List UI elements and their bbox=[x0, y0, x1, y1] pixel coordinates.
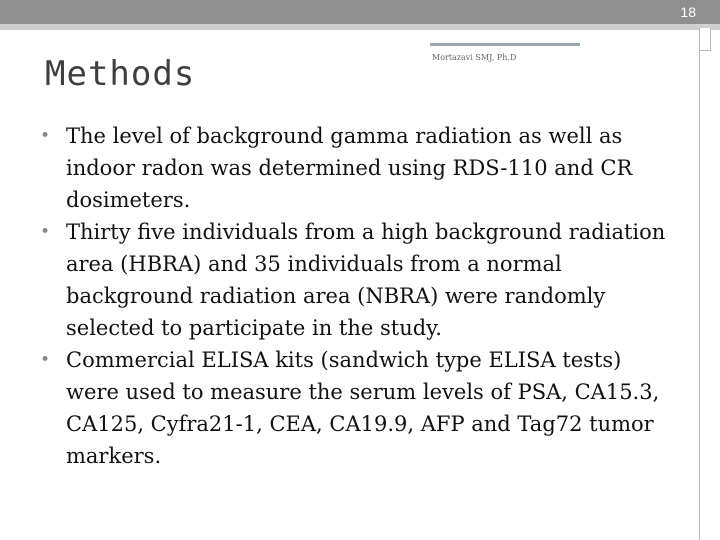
bullet-item bbox=[40, 344, 680, 472]
top-bar-shadow bbox=[0, 24, 720, 30]
page-number: 18 bbox=[680, 4, 696, 20]
slide-title: Methods bbox=[45, 54, 196, 94]
bullet-item bbox=[40, 120, 680, 216]
top-bar bbox=[0, 0, 720, 24]
bullet-icon: • bbox=[40, 126, 51, 146]
bullet-icon: • bbox=[40, 350, 51, 370]
bullet-text: Commercial ELISA kits (sandwich type ELISA tests) were used to measure the serum levels of PSA, CA15.3, CA125, Cyfra21-1, CEA, CA19.9, AFP and Tag72 tumor markers. bbox=[66, 348, 660, 468]
title-accent-line bbox=[430, 43, 580, 46]
bullet-text: The level of background gamma radiation as well as indoor radon was determined using RDS-110 and CR dosimeters. bbox=[66, 124, 633, 212]
right-border-rule bbox=[699, 28, 712, 540]
author-label: Mortazavi SMJ, Ph.D bbox=[432, 53, 517, 62]
bullet-item bbox=[40, 216, 680, 344]
bullet-list bbox=[40, 120, 680, 472]
bullet-text: Thirty five individuals from a high background radiation area (HBRA) and 35 individuals from a normal background radiation area (NBRA) were randomly selected to participate in the study. bbox=[66, 220, 666, 340]
bullet-icon: • bbox=[40, 222, 51, 242]
right-border-tab bbox=[699, 28, 711, 51]
